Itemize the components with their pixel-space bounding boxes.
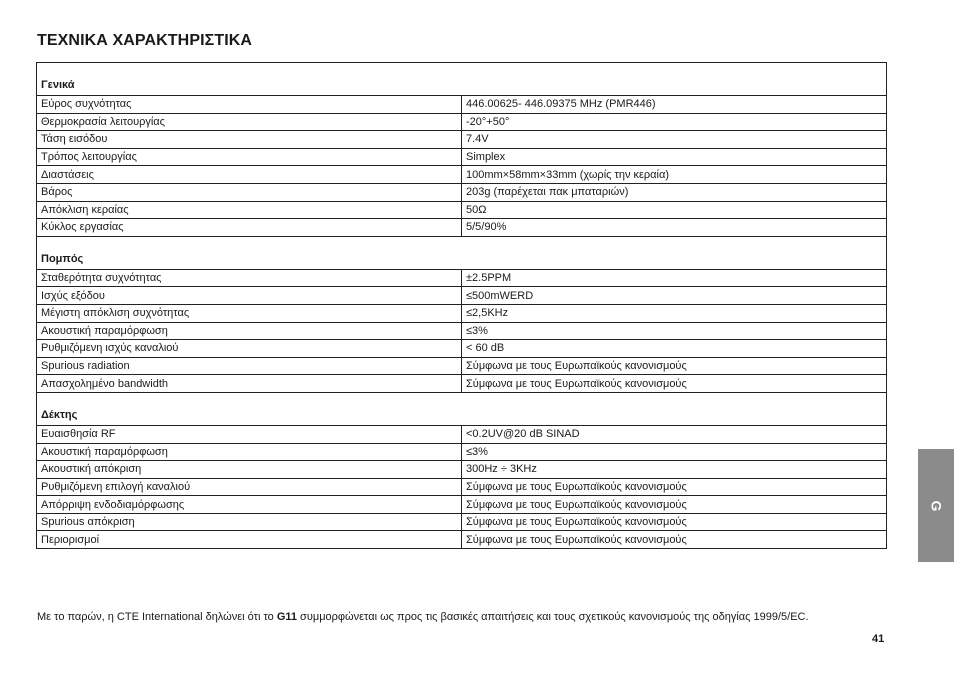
section-heading-row: [37, 236, 887, 269]
spec-value: < 60 dB: [462, 340, 887, 358]
table-row: [37, 357, 887, 375]
section-heading: Γενικά: [37, 63, 887, 96]
specifications-table: [36, 62, 887, 549]
language-tab: [918, 449, 954, 562]
spec-value: 50Ω: [462, 201, 887, 219]
spec-label: Ρυθμιζόμενη επιλογή καναλιού: [37, 478, 462, 496]
spec-value: Σύμφωνα με τους Ευρωπαϊκούς κανονισμούς: [462, 375, 887, 393]
table-row: [37, 461, 887, 479]
conformity-declaration: [37, 611, 809, 623]
table-row: [37, 531, 887, 549]
specifications-table-body: [37, 63, 887, 549]
spec-label: Απόρριψη ενδοδιαμόρφωσης: [37, 496, 462, 514]
spec-value: -20°+50°: [462, 113, 887, 131]
language-tab-label: G: [927, 500, 944, 511]
table-row: [37, 513, 887, 531]
section-heading: Δέκτης: [37, 392, 887, 425]
spec-label: Spurious radiation: [37, 357, 462, 375]
section-heading-row: [37, 63, 887, 96]
spec-value: ≤2,5KHz: [462, 304, 887, 322]
declaration-model: G11: [276, 611, 297, 623]
page-title: ΤΕΧΝΙΚΑ ΧΑΡΑΚΤΗΡΙΣΤΙΚΑ: [37, 32, 253, 49]
spec-value: 5/5/90%: [462, 219, 887, 237]
spec-value: ≤3%: [462, 443, 887, 461]
page-number: 41: [872, 633, 885, 645]
table-row: [37, 166, 887, 184]
table-row: [37, 496, 887, 514]
spec-label: Τρόπος λειτουργίας: [37, 148, 462, 166]
spec-label: Εύρος συχνότητας: [37, 96, 462, 114]
table-row: [37, 287, 887, 305]
table-row: [37, 322, 887, 340]
spec-label: Διαστάσεις: [37, 166, 462, 184]
table-row: [37, 478, 887, 496]
spec-label: Ευαισθησία RF: [37, 425, 462, 443]
spec-value: 300Hz ÷ 3KHz: [462, 461, 887, 479]
spec-label: Spurious απόκριση: [37, 513, 462, 531]
table-row: [37, 425, 887, 443]
spec-label: Απασχολημένο bandwidth: [37, 375, 462, 393]
spec-label: Βάρος: [37, 183, 462, 201]
declaration-text-after: συμμορφώνεται ως προς τις βασικές απαιτήσεις και τους σχετικούς κανονισμούς της οδηγίας 1999/5/EC.: [297, 611, 809, 623]
spec-value: 446.00625- 446.09375 MHz (PMR446): [462, 96, 887, 114]
spec-label: Ισχύς εξόδου: [37, 287, 462, 305]
spec-label: Ακουστική παραμόρφωση: [37, 443, 462, 461]
section-heading: Πομπός: [37, 236, 887, 269]
table-row: [37, 201, 887, 219]
table-row: [37, 148, 887, 166]
spec-label: Σταθερότητα συχνότητας: [37, 269, 462, 287]
spec-label: Ακουστική απόκριση: [37, 461, 462, 479]
section-heading-row: [37, 392, 887, 425]
spec-label: Ακουστική παραμόρφωση: [37, 322, 462, 340]
spec-label: Τάση εισόδου: [37, 131, 462, 149]
spec-value: Σύμφωνα με τους Ευρωπαϊκούς κανονισμούς: [462, 496, 887, 514]
spec-value: 203g (παρέχεται πακ μπαταριών): [462, 183, 887, 201]
table-row: [37, 96, 887, 114]
spec-value: Simplex: [462, 148, 887, 166]
spec-value: 7.4V: [462, 131, 887, 149]
spec-value: ≤3%: [462, 322, 887, 340]
table-row: [37, 304, 887, 322]
spec-value: <0.2UV@20 dB SINAD: [462, 425, 887, 443]
spec-label: Περιορισμοί: [37, 531, 462, 549]
spec-value: Σύμφωνα με τους Ευρωπαϊκούς κανονισμούς: [462, 478, 887, 496]
spec-label: Θερμοκρασία λειτουργίας: [37, 113, 462, 131]
spec-value: Σύμφωνα με τους Ευρωπαϊκούς κανονισμούς: [462, 357, 887, 375]
table-row: [37, 131, 887, 149]
table-row: [37, 340, 887, 358]
spec-value: 100mm×58mm×33mm (χωρίς την κεραία): [462, 166, 887, 184]
spec-value: Σύμφωνα με τους Ευρωπαϊκούς κανονισμούς: [462, 513, 887, 531]
declaration-text-before: Με το παρών, η CTE International δηλώνει ότι το: [37, 611, 277, 623]
spec-label: Κύκλος εργασίας: [37, 219, 462, 237]
table-row: [37, 375, 887, 393]
table-row: [37, 269, 887, 287]
table-row: [37, 219, 887, 237]
spec-label: Ρυθμιζόμενη ισχύς καναλιού: [37, 340, 462, 358]
spec-label: Απόκλιση κεραίας: [37, 201, 462, 219]
spec-value: Σύμφωνα με τους Ευρωπαϊκούς κανονισμούς: [462, 531, 887, 549]
table-row: [37, 113, 887, 131]
spec-value: ≤500mWERD: [462, 287, 887, 305]
spec-value: ±2.5PPM: [462, 269, 887, 287]
table-row: [37, 183, 887, 201]
table-row: [37, 443, 887, 461]
spec-label: Μέγιστη απόκλιση συχνότητας: [37, 304, 462, 322]
